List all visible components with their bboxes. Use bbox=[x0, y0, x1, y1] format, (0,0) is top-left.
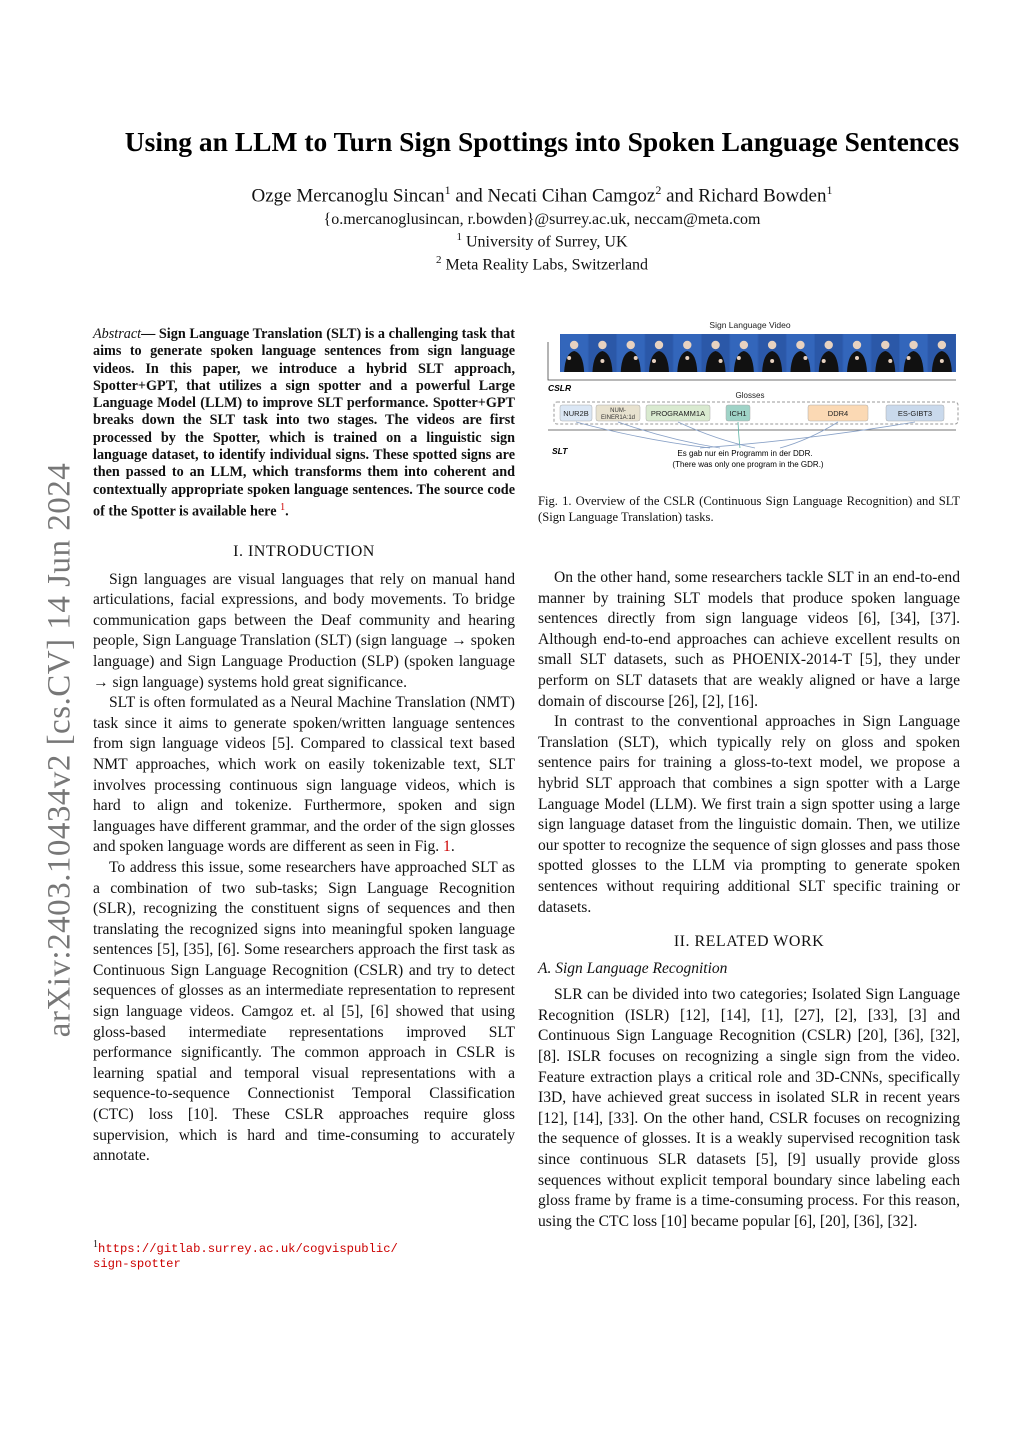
video-frame bbox=[900, 334, 927, 372]
figure-1-caption: Fig. 1. Overview of the CSLR (Continuous Sign Language Recognition) and SLT (Sign Language Translation) tasks. bbox=[538, 494, 960, 524]
gloss-row bbox=[560, 405, 944, 421]
signer-head bbox=[627, 341, 635, 349]
footnote bbox=[93, 1237, 515, 1272]
signer-head bbox=[570, 341, 578, 349]
intro-p2-text: SLT is often formulated as a Neural Machine Translation (NMT) task since it aims to generate spoken/written language sentences from sign language videos [5]. Compared to classical text based NMT approaches, which work on easily tokenizable text, SLT involves processing continuous sign language videos, which is hard to align and tokenize. Furthermore, spoken and sign languages have different grammar, and the order of the sign glosses and spoken language words are different as seen in Fig. bbox=[93, 694, 515, 856]
video-frame bbox=[674, 334, 701, 372]
signer-head bbox=[598, 341, 606, 349]
signer-hand bbox=[719, 359, 723, 363]
signer-hand bbox=[855, 356, 859, 360]
video-frame bbox=[815, 334, 842, 372]
sentence-english: (There was only one program in the GDR.) bbox=[672, 460, 824, 469]
gloss-arrow bbox=[576, 422, 710, 448]
gloss-arrows bbox=[576, 422, 915, 448]
gloss-box bbox=[560, 405, 592, 421]
author-emails: {o.mercanoglusincan, r.bowden}@surrey.ac.uk, neccam@meta.com bbox=[323, 211, 761, 228]
gloss-box bbox=[596, 405, 640, 421]
intro-heading: I. INTRODUCTION bbox=[233, 543, 375, 560]
gloss-label: DDR4 bbox=[827, 409, 849, 418]
affiliation-2 bbox=[60, 254, 1024, 274]
abstract-footnote-link[interactable]: 1 bbox=[280, 501, 286, 513]
signer-hand bbox=[600, 359, 604, 363]
signer-head bbox=[740, 341, 748, 349]
related-paragraph-1: SLR can be divided into two categories; Isolated Sign Language Recognition (ISLR) [12], [14], [1], [27], [2], [33], [3] and Continuous Sign Language Recognition (CSLR) [20], [36], [32], [8]. ISLR focuses on recognizing a single sign from the video. Feature extraction plays a critical role and 3D-CNNs, specifically I3D, have achieved great success in isolated SLR in recent years [12], [14], [33]. On the other hand, CSLR focuses on recognizing the sequence of glosses. It is a weakly supervised recognition task since continuous SLR datasets [5], [9] usually provide gloss sequences without explicit temporal boundary since labeling each gloss frame by frame is a time-consuming process. For this reason, using the CTC loss [10] became popular [6], [20], [36], [32]. bbox=[538, 986, 960, 1230]
gloss-box bbox=[726, 405, 750, 421]
author-2-affiliation: 2 bbox=[655, 183, 662, 197]
affiliation-1-name: University of Surrey, UK bbox=[465, 233, 628, 251]
paper-title: Using an LLM to Turn Sign Spottings into Spoken Language Sentences bbox=[124, 126, 960, 157]
video-frame bbox=[617, 334, 644, 372]
arxiv-stamp bbox=[30, 450, 90, 1050]
signer-head bbox=[711, 341, 719, 349]
abstract-end: . bbox=[285, 503, 289, 520]
gloss-arrow bbox=[700, 422, 915, 448]
footnote-num: 1 bbox=[93, 1239, 98, 1250]
figure-1 bbox=[540, 318, 960, 478]
author-2: Necati Cihan Camgoz bbox=[487, 185, 656, 207]
video-frame bbox=[843, 334, 870, 372]
signer-hand bbox=[940, 359, 944, 363]
gloss-arrow bbox=[618, 422, 720, 448]
gloss-label: PROGRAMM1A bbox=[650, 409, 706, 418]
left-column bbox=[93, 542, 515, 1167]
video-frame bbox=[561, 334, 588, 372]
subsection-a-heading: A. Sign Language Recognition bbox=[538, 959, 728, 977]
gloss-box bbox=[808, 405, 868, 421]
abstract-text: — Sign Language Translation (SLT) is a challenging task that aims to generate spoken language sentences from sign language videos. In this paper, we introduce a hybrid SLT approach, Spotter+GPT, that utilizes a sign spotter and a powerful Large Language Model (LLM) to improve SLT performance. Spotter+GPT breaks down the SLT task into two stages. The videos are first processed by the Spotter, which is trained on a linguistic sign language dataset, to identify individual signs. These spotted signs are then passed to an LLM, which transforms them into coherent and contextually appropriate spoken language sentences. The source code of the Spotter is available here bbox=[93, 326, 515, 520]
affiliation-2-name: Meta Reality Labs, Switzerland bbox=[445, 256, 649, 274]
signer-head bbox=[853, 341, 861, 349]
author-sep: and bbox=[661, 185, 699, 207]
video-frame bbox=[730, 334, 757, 372]
figure-1-diagram bbox=[540, 318, 960, 478]
right-paragraph-1: On the other hand, some researchers tackle SLT in an end-to-end manner by training SLT models that produce spoken language sentences directly from sign language videos [6], [34], [37]. Although end-to-end approaches can achieve excellent results on small SLT datasets, such as PHOENIX-2014-T [5], they under perform on SLT datasets that are weakly aligned or have a large domain of discourse [26], [2], [16]. bbox=[538, 569, 960, 710]
intro-paragraph-3: To address this issue, some researchers have approached SLT as a combination of two sub-tasks; Sign Language Recognition (SLR), recognizing the constituent signs of sequences and then translating the recognized signs into meaningful spoken language sentences [5], [35], [6]. Some researchers approach the first task as Continuous Sign Language Recognition (CSLR) and try to detect sequences of glosses as an intermediate representation to represent sign language videos. Camgoz et. al [5], [6] showed that using gloss-based intermediate representations improved SLT performance significantly. The common approach in CSLR is learning spatial and temporal visual representations with a sequence-to-sequence Connectionist Temporal Classification (CTC) loss [10]. These CSLR approaches require gloss supervision, which is hard and time-consuming to accurately annotate. bbox=[93, 858, 515, 1165]
signer-hand bbox=[685, 356, 689, 360]
intro-paragraph-2 bbox=[93, 693, 515, 858]
signer-head bbox=[768, 341, 776, 349]
signer-hand bbox=[737, 356, 741, 360]
cslr-label: CSLR bbox=[548, 383, 572, 393]
related-work-heading: II. RELATED WORK bbox=[673, 933, 825, 951]
affiliation-2-num: 2 bbox=[435, 254, 442, 266]
affiliation-1-num: 1 bbox=[456, 231, 462, 243]
author-sep: and bbox=[450, 185, 488, 207]
signer-head bbox=[909, 341, 917, 349]
signer-head bbox=[796, 341, 804, 349]
signer-head bbox=[881, 341, 889, 349]
gloss-label: NUM- bbox=[610, 408, 626, 414]
signer-hand bbox=[888, 359, 892, 363]
affiliation-1 bbox=[60, 231, 1024, 251]
video-frame bbox=[872, 334, 899, 372]
arxiv-id: arXiv:2403.10434v2 [cs.CV] 14 Jun 2024 bbox=[41, 462, 78, 1038]
signer-hand bbox=[652, 359, 656, 363]
signer-hand bbox=[907, 356, 911, 360]
glosses-label: Glosses bbox=[735, 391, 765, 400]
signer-head bbox=[938, 341, 946, 349]
video-frame bbox=[589, 334, 616, 372]
author-list bbox=[60, 183, 1024, 207]
gloss-label: NUR2B bbox=[563, 409, 589, 418]
sentence-german: Es gab nur ein Programm in der DDR. bbox=[677, 449, 813, 458]
signer-head bbox=[825, 341, 833, 349]
right-column bbox=[538, 568, 960, 1232]
video-frame bbox=[645, 334, 672, 372]
signer-head bbox=[655, 341, 663, 349]
video-frame bbox=[787, 334, 814, 372]
gloss-label: ICH1 bbox=[729, 409, 747, 418]
abstract bbox=[93, 326, 515, 521]
gloss-box bbox=[646, 405, 710, 421]
signer-head bbox=[683, 341, 691, 349]
footnote-link-1[interactable]: https://gitlab.surrey.ac.uk/cogvispublic/ bbox=[98, 1242, 398, 1257]
fig-1-link[interactable]: 1 bbox=[443, 838, 451, 856]
right-paragraph-2: In contrast to the conventional approaches in Sign Language Translation (SLT), which typically rely on gloss and spoken sentence pairs for training a gloss-to-text model, we propose a hybrid SLT approach that combines a sign spotter with a Large Language Model (LLM). We first train a sign spotter using a large sign language dataset from the linguistic domain. Then, we utilize our spotter to recognize the sequence of sign glosses and pass those spotted glosses to the LLM via prompting to generate spoken sentences without requiring additional SLT specific training or datasets. bbox=[538, 713, 960, 916]
author-1: Ozge Mercanoglu Sincan bbox=[251, 185, 445, 207]
intro-paragraph-1: Sign languages are visual languages that rely on manual hand articulations, facial expressions, and body movements. To bridge communication gaps between the Deaf community and hearing people, Sign Language Translation (SLT) (sign language → spoken language) and Sign Language Production (SLP) (spoken language → sign language) systems hold great significance. bbox=[93, 570, 515, 691]
signer-hand bbox=[770, 359, 774, 363]
slt-label: SLT bbox=[552, 446, 568, 456]
author-3: Richard Bowden bbox=[698, 185, 827, 207]
author-3-affiliation: 1 bbox=[826, 183, 833, 197]
video-frame bbox=[928, 334, 955, 372]
abstract-label: Abstract bbox=[93, 326, 142, 342]
signer-hand bbox=[822, 359, 826, 363]
gloss-label: ES-GIBT3 bbox=[897, 409, 933, 418]
gloss-label-line-2: EINER1A:1d bbox=[600, 415, 636, 421]
footnote-link-2[interactable]: sign-spotter bbox=[93, 1257, 181, 1272]
video-frame bbox=[759, 334, 786, 372]
video-frame bbox=[702, 334, 729, 372]
video-label: Sign Language Video bbox=[709, 320, 791, 330]
signer-hand bbox=[803, 356, 807, 360]
signer-hand bbox=[634, 356, 638, 360]
author-1-affiliation: 1 bbox=[444, 183, 451, 197]
intro-p2-end: . bbox=[450, 838, 455, 856]
gloss-box bbox=[886, 405, 944, 421]
signer-hand bbox=[567, 356, 571, 360]
